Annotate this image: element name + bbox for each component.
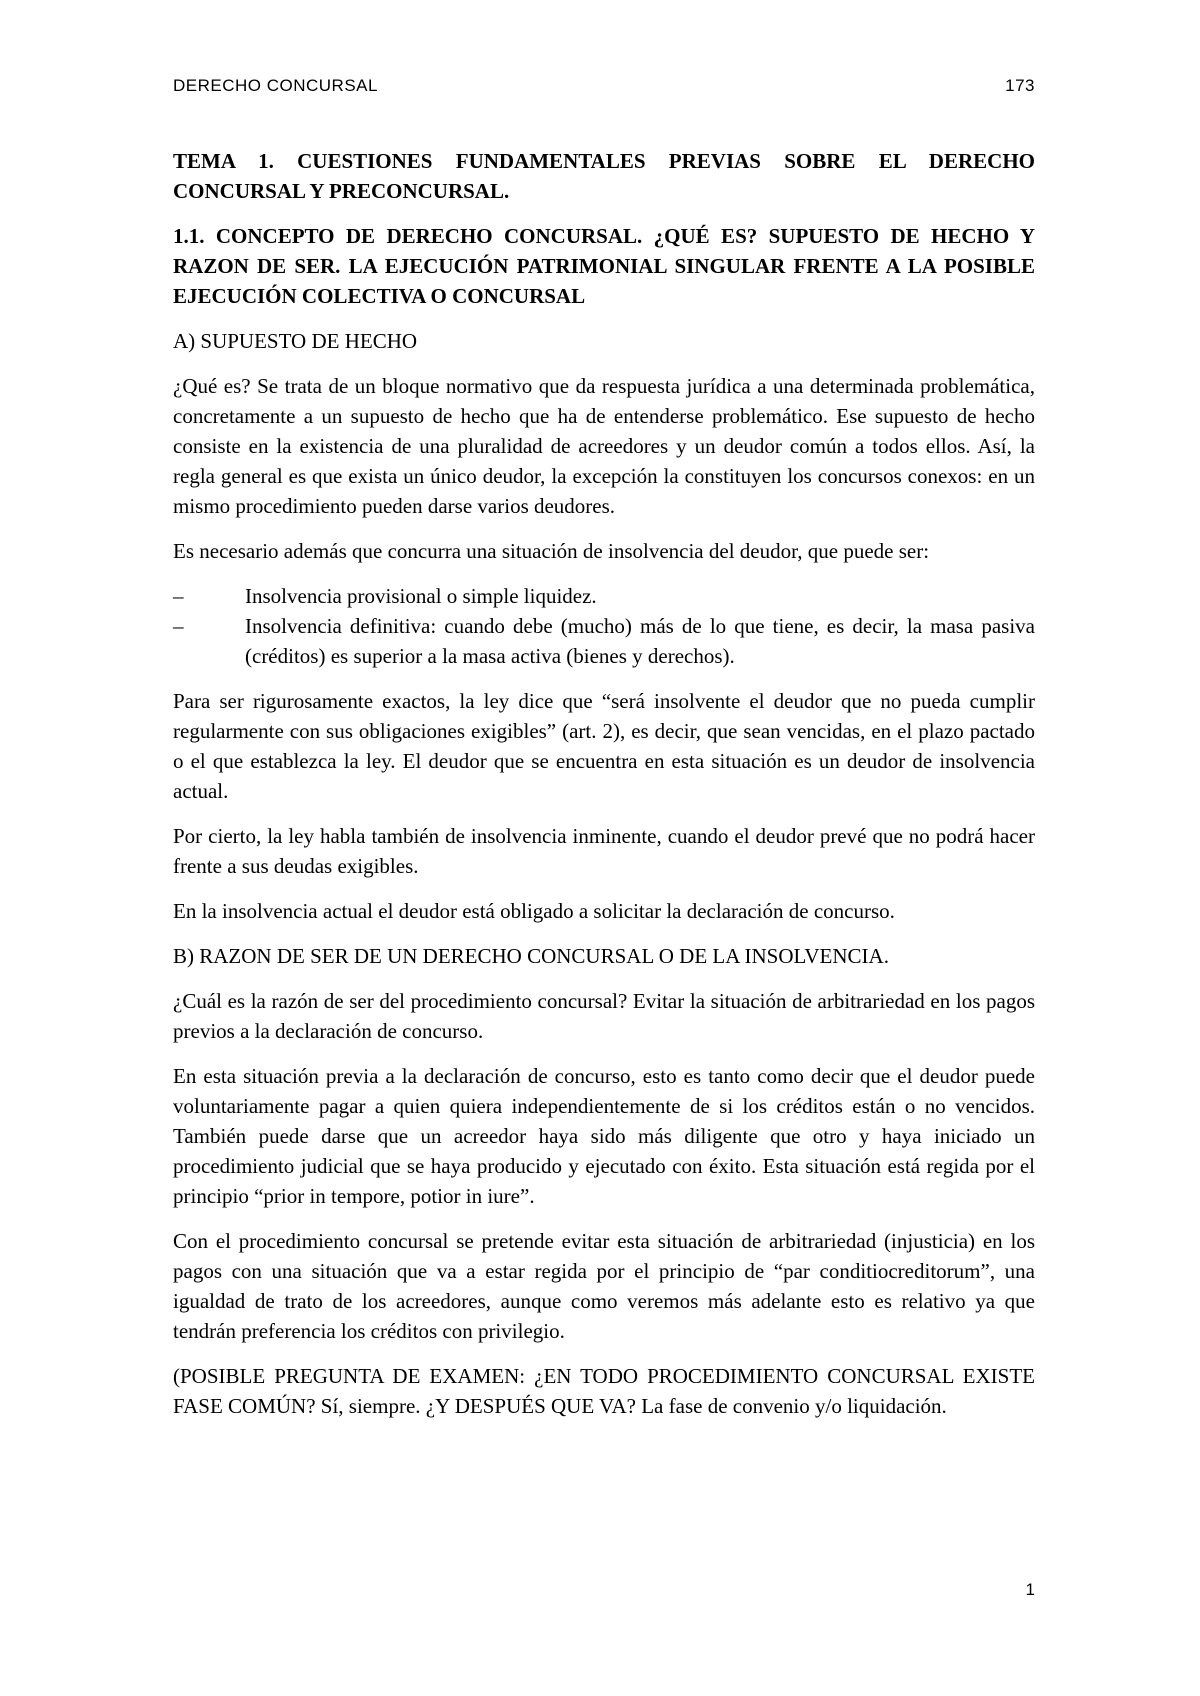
document-body xyxy=(173,146,1035,1436)
insolvency-list xyxy=(173,581,1035,671)
paragraph: Para ser rigurosamente exactos, la ley dice que “será insolvente el deudor que no pueda cumplir regularmente con sus obligaciones exigibles” (art. 2), es decir, que sean vencidas, en el plazo pactado o el que establezca la ley. El deudor que se encuentra en esta situación es un deudor de insolvencia actual. xyxy=(173,689,1035,803)
header-page-number: 173 xyxy=(1005,76,1035,95)
paragraph: Con el procedimiento concursal se pretende evitar esta situación de arbitrariedad (injusticia) en los pagos con una situación que va a estar regida por el principio de “par conditiocreditorum”, una igualdad de trato de los acreedores, aunque como veremos más adelante esto es relativo ya que tendrán preferencia los créditos con privilegio. xyxy=(173,1229,1035,1343)
paragraph: En la insolvencia actual el deudor está obligado a solicitar la declaración de concurso. xyxy=(173,899,895,923)
paragraph: ¿Qué es? Se trata de un bloque normativo que da respuesta jurídica a una determinada problemática, concretamente a un supuesto de hecho que ha de entenderse problemático. Ese supuesto de hecho consiste en la existencia de una pluralidad de acreedores y un deudor común a todos ellos. Así, la regla general es que exista un único deudor, la excepción la constituyen los concursos conexos: en un mismo procedimiento pueden darse varios deudores. xyxy=(173,374,1035,518)
list-item-text: Insolvencia definitiva: cuando debe (mucho) más de lo que tiene, es decir, la masa pasiva (créditos) es superior a la masa activa (bienes y derechos). xyxy=(245,614,1035,668)
list-item xyxy=(173,581,1035,611)
section-title: 1.1. CONCEPTO DE DERECHO CONCURSAL. ¿QUÉ ES? SUPUESTO DE HECHO Y RAZON DE SER. LA EJECUCIÓN PATRIMONIAL SINGULAR FRENTE A LA POSIBLE EJECUCIÓN COLECTIVA O CONCURSAL xyxy=(173,224,1035,308)
dash-marker: – xyxy=(173,614,184,638)
paragraph: Es necesario además que concurra una situación de insolvencia del deudor, que puede ser: xyxy=(173,539,930,563)
footer-page-number: 1 xyxy=(1025,1580,1035,1599)
header-title: DERECHO CONCURSAL xyxy=(173,76,378,95)
subheading-razon: B) RAZON DE SER DE UN DERECHO CONCURSAL O DE LA INSOLVENCIA. xyxy=(173,944,889,968)
list-item xyxy=(173,611,1035,671)
paragraph: (POSIBLE PREGUNTA DE EXAMEN: ¿EN TODO PROCEDIMIENTO CONCURSAL EXISTE FASE COMÚN? Sí, siempre. ¿Y DESPUÉS QUE VA? La fase de convenio y/o liquidación. xyxy=(173,1364,1035,1418)
subheading-supuesto: A) SUPUESTO DE HECHO xyxy=(173,329,418,353)
paragraph: ¿Cuál es la razón de ser del procedimiento concursal? Evitar la situación de arbitrariedad en los pagos previos a la declaración de concurso. xyxy=(173,989,1035,1043)
dash-marker: – xyxy=(173,584,184,608)
list-item-text: Insolvencia provisional o simple liquidez. xyxy=(245,584,597,608)
tema-title: TEMA 1. CUESTIONES FUNDAMENTALES PREVIAS SOBRE EL DERECHO CONCURSAL Y PRECONCURSAL. xyxy=(173,149,1035,203)
paragraph: Por cierto, la ley habla también de insolvencia inminente, cuando el deudor prevé que no podrá hacer frente a sus deudas exigibles. xyxy=(173,824,1035,878)
paragraph: En esta situación previa a la declaración de concurso, esto es tanto como decir que el deudor puede voluntariamente pagar a quien quiera independientemente de si los créditos están o no vencidos. También puede darse que un acreedor haya sido más diligente que otro y haya iniciado un procedimiento judicial que se haya producido y ejecutado con éxito. Esta situación está regida por el principio “prior in tempore, potior in iure”. xyxy=(173,1064,1035,1208)
page-header xyxy=(173,76,1035,102)
